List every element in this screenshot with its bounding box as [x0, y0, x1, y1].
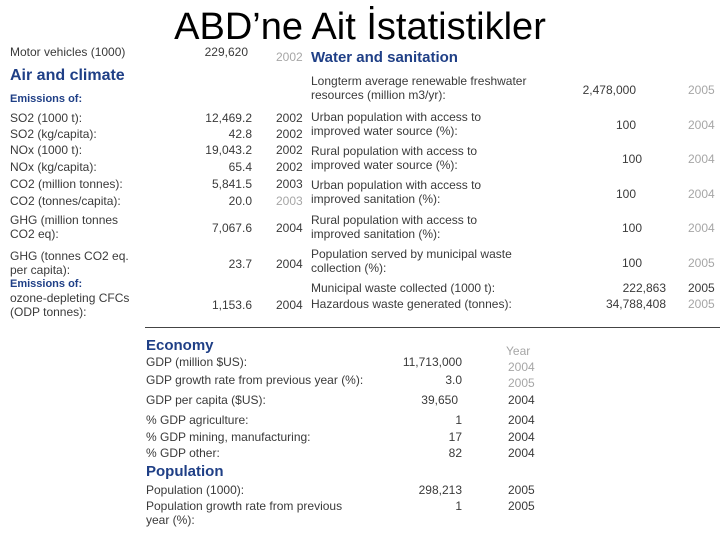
water-row-value: 100 [621, 256, 642, 270]
row-year: 2003 [276, 177, 303, 191]
economy-row-year: 2004 [508, 360, 535, 374]
row-year: 2002 [276, 160, 303, 174]
row-label: CO2 (million tonnes): [10, 177, 123, 191]
water-row-value: 100 [621, 152, 642, 166]
row-value: 19,043.2 [205, 143, 252, 157]
row-label: GHG (tonnes CO2 eq. per capita): [10, 249, 129, 277]
row-year: 2002 [276, 143, 303, 157]
population-row-label: Population growth rate from previous year (%): [146, 499, 343, 527]
row-label: NOx (kg/capita): [10, 160, 97, 174]
water-row-year: 2004 [688, 187, 715, 201]
section-divider [145, 327, 720, 328]
economy-heading: Economy [146, 337, 214, 354]
water-row-year: 2004 [688, 221, 715, 235]
water-row-value: 2,478,000 [582, 83, 636, 97]
row-value: 42.8 [228, 127, 252, 141]
row-value: 12,469.2 [205, 111, 252, 125]
air-climate-heading: Air and climate [10, 67, 125, 84]
water-row-value: 100 [621, 221, 642, 235]
row-year: 2004 [276, 257, 303, 271]
water-row-label: Population served by municipal waste collection (%): [311, 247, 512, 275]
motor-vehicles-value: 229,620 [204, 45, 248, 59]
motor-vehicles-label: Motor vehicles (1000) [10, 45, 126, 59]
economy-row-value: 82 [448, 446, 462, 460]
economy-row-value: 39,650 [421, 393, 458, 407]
water-row-year: 2005 [688, 83, 715, 97]
economy-row-year: 2004 [508, 413, 535, 427]
row-value: 20.0 [228, 194, 252, 208]
economy-row-label: % GDP agriculture: [146, 413, 249, 427]
water-row-year: 2005 [688, 297, 715, 311]
row-value: 5,841.5 [211, 177, 252, 191]
row-value: 7,067.6 [211, 221, 252, 235]
economy-row-year: 2004 [508, 393, 535, 407]
row-value: 23.7 [228, 257, 252, 271]
economy-row-value: 17 [448, 430, 462, 444]
population-row-label: Population (1000): [146, 483, 245, 497]
economy-row-year: 2004 [508, 446, 535, 460]
water-row-value: 100 [615, 187, 636, 201]
row-year: 2003 [276, 194, 303, 208]
economy-row-value: 11,713,000 [402, 355, 462, 369]
water-row-year: 2005 [688, 256, 715, 270]
row-year: 2002 [276, 111, 303, 125]
row-label: CO2 (tonnes/capita): [10, 194, 121, 208]
water-row-label: Municipal waste collected (1000 t): [311, 281, 496, 295]
row-label: SO2 (1000 t): [10, 111, 83, 125]
row-label: NOx (1000 t): [10, 143, 83, 157]
cfc-value: 1,153.6 [211, 298, 252, 312]
economy-row-label: GDP (million $US): [146, 355, 248, 369]
water-row-year: 2005 [688, 281, 715, 295]
motor-vehicles-year: 2002 [276, 50, 303, 64]
water-row-label: Longterm average renewable freshwater resources (million m3/yr): [311, 74, 527, 102]
water-row-year: 2004 [688, 152, 715, 166]
population-row-year: 2005 [508, 499, 535, 513]
row-label: SO2 (kg/capita): [10, 127, 97, 141]
emissions-heading: Emissions of: [10, 93, 83, 105]
economy-row-label: GDP per capita ($US): [146, 393, 266, 407]
population-row-value: 1 [455, 499, 462, 513]
water-row-label: Urban population with access to improved sanitation (%): [311, 178, 482, 206]
population-row-value: 298,213 [418, 483, 462, 497]
economy-row-label: GDP growth rate from previous year (%): [146, 373, 364, 387]
water-heading: Water and sanitation [311, 49, 458, 66]
year-header: Year [506, 344, 531, 358]
water-row-label: Rural population with access to improved water source (%): [311, 144, 478, 172]
row-year: 2002 [276, 127, 303, 141]
economy-row-year: 2004 [508, 430, 535, 444]
economy-row-value: 1 [455, 413, 462, 427]
emissions-heading-2: Emissions of: [10, 278, 83, 290]
water-row-label: Urban population with access to improved water source (%): [311, 110, 482, 138]
water-row-value: 222,863 [622, 281, 666, 295]
row-year: 2004 [276, 221, 303, 235]
economy-row-label: % GDP mining, manufacturing: [146, 430, 311, 444]
population-heading: Population [146, 463, 224, 480]
water-row-value: 100 [615, 118, 636, 132]
economy-row-value: 3.0 [445, 373, 462, 387]
water-row-label: Hazardous waste generated (tonnes): [311, 297, 512, 311]
cfc-label: ozone-depleting CFCs (ODP tonnes): [10, 291, 130, 319]
economy-row-year: 2005 [508, 376, 535, 390]
water-row-label: Rural population with access to improved sanitation (%): [311, 213, 478, 241]
population-row-year: 2005 [508, 483, 535, 497]
row-label: GHG (million tonnes CO2 eq): [10, 213, 119, 241]
economy-row-label: % GDP other: [146, 446, 220, 460]
water-row-value: 34,788,408 [605, 297, 666, 311]
slide-title: ABD’ne Ait İstatistikler [174, 6, 546, 48]
water-row-year: 2004 [688, 118, 715, 132]
row-value: 65.4 [228, 160, 252, 174]
cfc-year: 2004 [276, 298, 303, 312]
